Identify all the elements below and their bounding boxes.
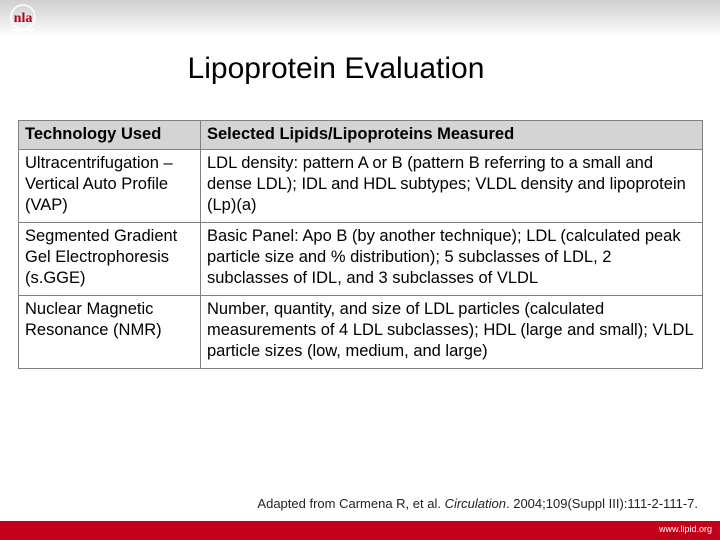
column-header-technology: Technology Used (19, 121, 201, 150)
nla-logo-icon (6, 4, 40, 34)
citation-prefix: Adapted from Carmena R, et al. (257, 496, 445, 511)
table-row (19, 150, 703, 223)
column-header-measured: Selected Lipids/Lipoproteins Measured (201, 121, 703, 150)
citation-suffix: . 2004;109(Suppl III):111-2-111-7. (506, 496, 698, 511)
slide-title: Lipoprotein Evaluation (187, 52, 485, 85)
measured-cell: Basic Panel: Apo B (by another technique); LDL (calculated peak particle size and % distribution); 5 subclasses of LDL, 2 subclasses of IDL, and 3 subclasses of VLDL (201, 223, 703, 296)
footer-bar (0, 521, 720, 540)
technology-cell: Nuclear Magnetic Resonance (NMR) (19, 296, 201, 369)
table-row (19, 223, 703, 296)
technology-cell: Segmented Gradient Gel Electrophoresis (s.GGE) (19, 223, 201, 296)
logo-text: nla (13, 11, 33, 26)
table-row (19, 296, 703, 369)
citation-journal: Circulation (444, 496, 506, 511)
table-header-row (19, 121, 703, 150)
citation (257, 496, 698, 511)
header-band (0, 0, 720, 37)
website-text: www.lipid.org (658, 524, 712, 534)
measured-cell: LDL density: pattern A or B (pattern B referring to a small and dense LDL); IDL and HDL subtypes; VLDL density and lipoprotein (Lp)(a) (201, 150, 703, 223)
lipoprotein-table (18, 120, 703, 369)
technology-cell: Ultracentrifugation – Vertical Auto Profile (VAP) (19, 150, 201, 223)
measured-cell: Number, quantity, and size of LDL particles (calculated measurements of 4 LDL subclasses); HDL (large and small); VLDL particle sizes (low, medium, and large) (201, 296, 703, 369)
